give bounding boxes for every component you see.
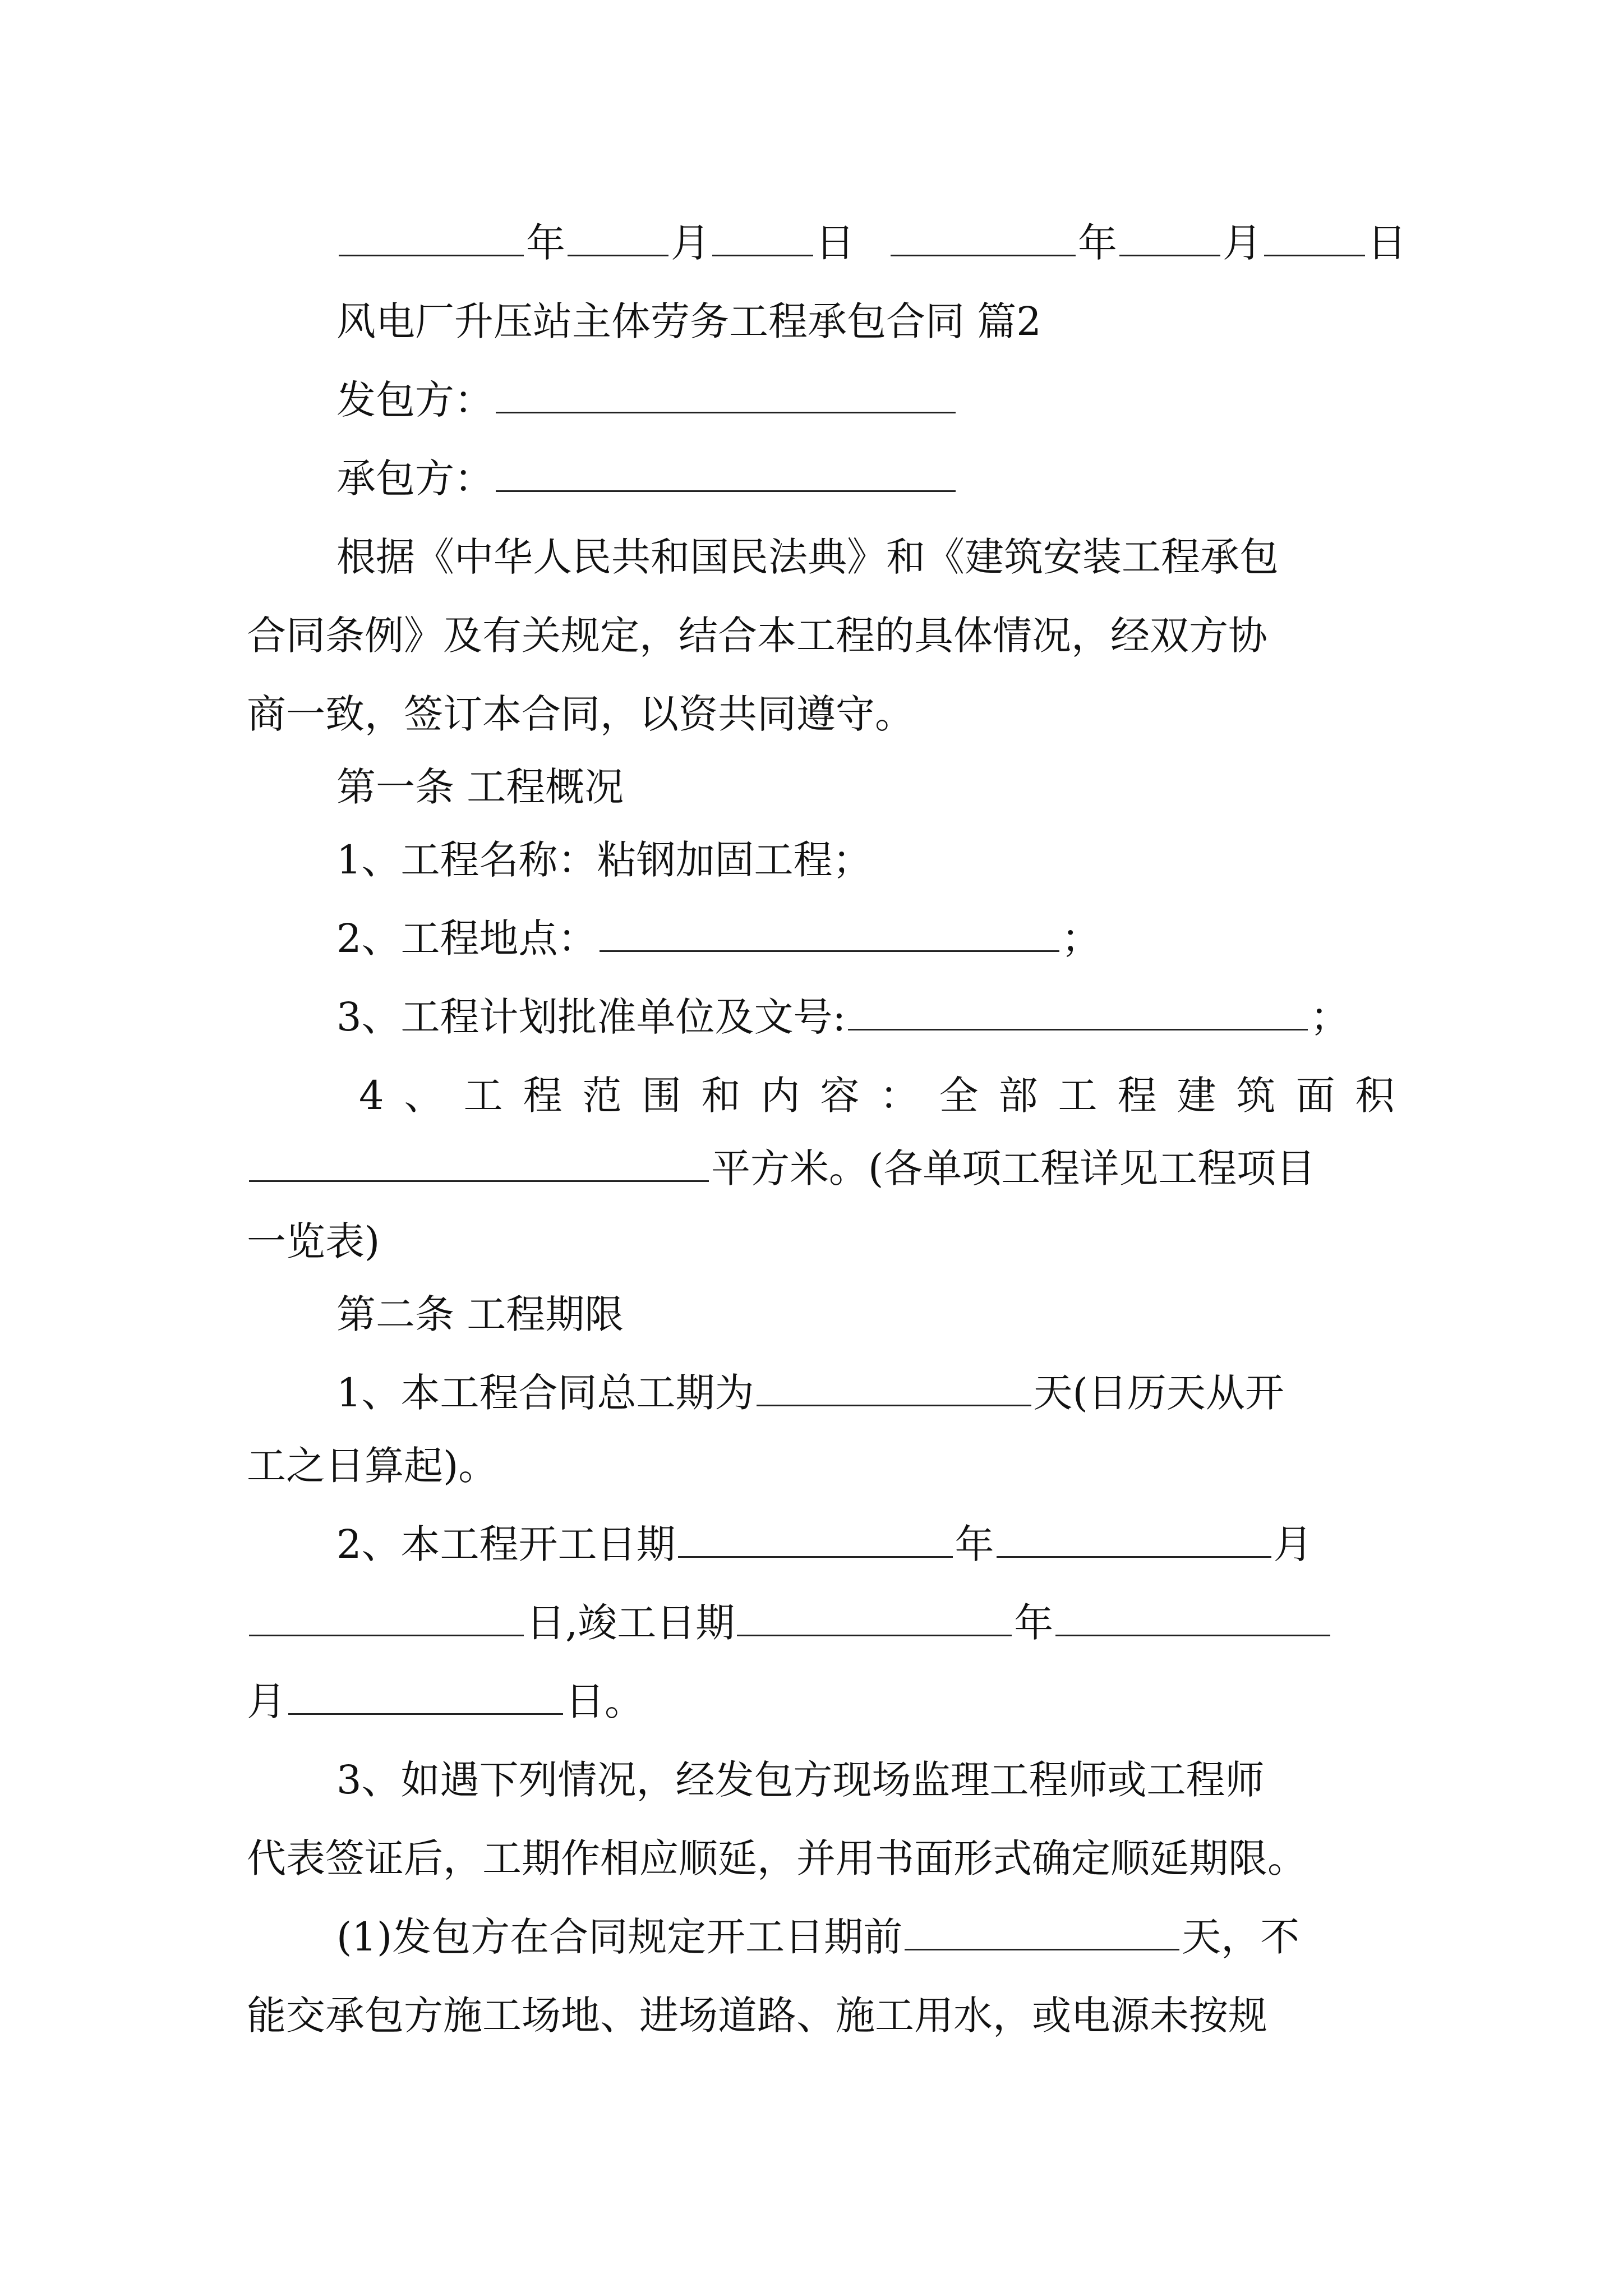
start-month-blank xyxy=(997,1517,1271,1558)
month-label-a: 月 xyxy=(671,220,710,266)
start-day-blank xyxy=(249,1595,524,1636)
completion-date-label: 日,竣工日期 xyxy=(526,1600,735,1646)
year-label-a: 年 xyxy=(526,220,565,266)
year-label-b: 年 xyxy=(1078,220,1117,266)
article-2-heading: 第二条 工程期限 xyxy=(336,1291,624,1337)
day-label-a: 日 xyxy=(815,220,855,266)
article-2-item-3-line-2: 代表签证后，工期作相应顺延，并用书面形式确定顺延期限。 xyxy=(247,1835,1307,1881)
end-day-label: 日。 xyxy=(565,1678,644,1724)
project-location-blank xyxy=(600,911,1059,952)
article-2-item-2-line-2 xyxy=(247,1595,1332,1651)
party-a-label: 发包方： xyxy=(336,377,494,423)
approval-unit-blank xyxy=(848,990,1308,1030)
start-date-label: 2、本工程开工日期 xyxy=(336,1521,676,1567)
party-b-label: 承包方： xyxy=(336,455,494,501)
article-2-sub-1 xyxy=(336,1909,1299,1965)
end-year-blank xyxy=(737,1595,1012,1636)
total-duration-label: 1、本工程合同总工期为 xyxy=(336,1370,754,1416)
article-1-heading: 第一条 工程概况 xyxy=(336,764,624,810)
article-1-item-1: 1、工程名称：粘钢加固工程； xyxy=(336,837,872,883)
start-year-blank xyxy=(678,1517,953,1558)
party-b-line xyxy=(336,450,958,507)
day-label-b: 日 xyxy=(1367,220,1407,266)
sub-1-label: (1)发包方在合同规定开工日期前 xyxy=(336,1914,903,1960)
month-label-b: 月 xyxy=(1223,220,1262,266)
end-day-blank xyxy=(288,1674,563,1715)
month-blank-a xyxy=(568,215,668,256)
party-b-blank xyxy=(496,451,956,492)
item-3-end: ； xyxy=(1310,994,1350,1040)
start-year-label: 年 xyxy=(955,1521,994,1567)
year-blank-a xyxy=(339,215,524,256)
start-month-label: 月 xyxy=(1273,1521,1313,1567)
party-a-line xyxy=(336,372,958,428)
article-2-item-2-line-3 xyxy=(247,1673,644,1729)
sub-1-days-blank xyxy=(905,1910,1179,1950)
end-month-blank xyxy=(1055,1595,1330,1636)
building-area-blank xyxy=(249,1141,709,1182)
signature-date-line xyxy=(336,215,1407,271)
article-2-item-1-line-2: 工之日算起)。 xyxy=(247,1443,498,1489)
approval-unit-label: 3、工程计划批准单位及文号: xyxy=(336,994,846,1040)
sub-1-days-unit: 天，不 xyxy=(1182,1914,1300,1960)
intro-line-1: 根据《中华人民共和国民法典》和《建筑安装工程承包 xyxy=(336,534,1279,580)
month-blank-b xyxy=(1119,215,1220,256)
article-1-item-3 xyxy=(336,989,1349,1045)
day-blank-a xyxy=(712,215,813,256)
end-year-label: 年 xyxy=(1014,1600,1054,1646)
item-4-line-2-text: 平方米。(各单项工程详见工程项目 xyxy=(711,1145,1316,1191)
intro-line-3: 商一致，签订本合同，以资共同遵守。 xyxy=(247,691,914,737)
total-duration-blank xyxy=(757,1365,1031,1406)
intro-line-2: 合同条例》及有关规定，结合本工程的具体情况，经双方协 xyxy=(247,613,1267,659)
article-2-item-3-line-1: 3、如遇下列情况，经发包方现场监理工程师或工程师 xyxy=(336,1757,1265,1803)
project-location-label: 2、工程地点： xyxy=(336,915,597,961)
article-1-item-4-line-3: 一览表) xyxy=(247,1218,380,1264)
item-2-end: ； xyxy=(1061,915,1101,961)
contract-title: 风电厂升压站主体劳务工程承包合同 篇2 xyxy=(336,298,1041,344)
article-1-item-4: 4、工程范围和内容：全部工程建筑面积 xyxy=(359,1073,1415,1119)
total-duration-unit: 天(日历天从开 xyxy=(1033,1370,1284,1416)
article-2-item-1 xyxy=(336,1365,1284,1421)
end-month-label: 月 xyxy=(247,1678,286,1724)
year-blank-b xyxy=(891,215,1076,256)
article-1-item-4-line-2 xyxy=(247,1140,1315,1197)
party-a-blank xyxy=(496,372,956,413)
day-blank-b xyxy=(1264,215,1365,256)
article-2-sub-1-line-2: 能交承包方施工场地、进场道路、施工用水，或电源未按规 xyxy=(247,1993,1267,2039)
article-1-item-2 xyxy=(336,910,1101,967)
article-2-item-2 xyxy=(336,1516,1313,1572)
